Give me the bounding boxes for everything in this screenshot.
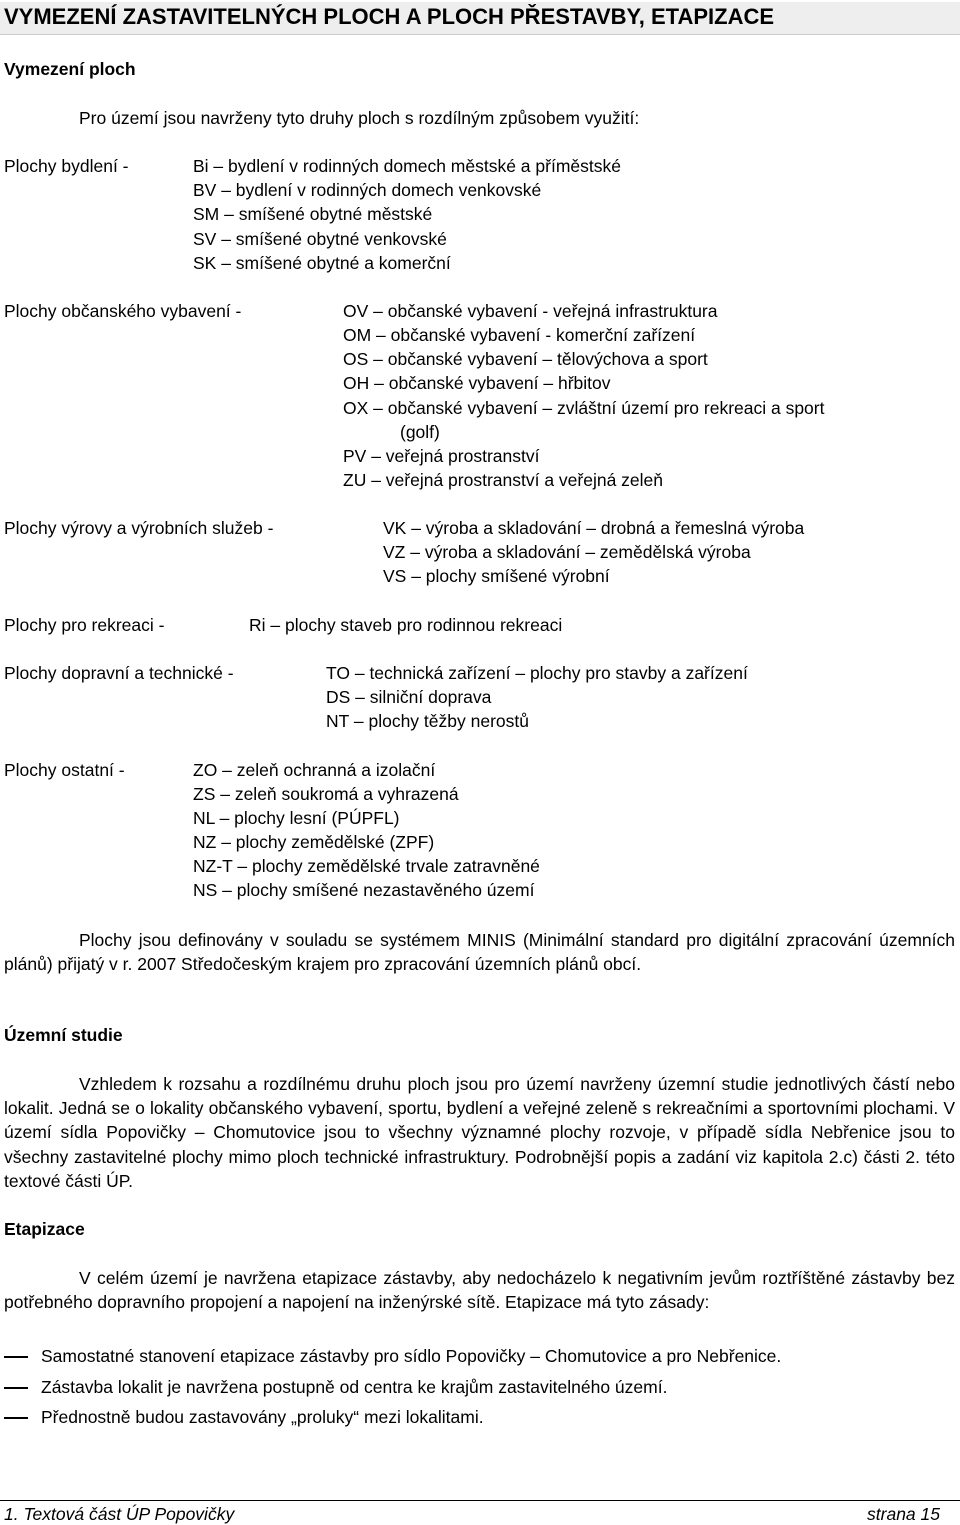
list-item: SK – smíšené obytné a komerční xyxy=(193,253,451,273)
group-label-vyroba: Plochy výrovy a výrobních služeb - xyxy=(4,518,274,538)
bullet-item: Zástavba lokalit je navržena postupně od centra ke krajům zastavitelného území. xyxy=(41,1377,668,1397)
list-item: ZO – zeleň ochranná a izolační xyxy=(193,760,436,780)
list-item: NZ – plochy zemědělské (ZPF) xyxy=(193,832,435,852)
section-title-vymezeni: Vymezení ploch xyxy=(4,59,136,79)
footer-page-number: strana 15 xyxy=(867,1504,940,1524)
group-label-ostatni: Plochy ostatní - xyxy=(4,760,125,780)
bullet-dash xyxy=(4,1356,28,1358)
list-item: OM – občanské vybavení - komerční zařízení xyxy=(343,325,696,345)
bullet-dash xyxy=(4,1387,28,1389)
list-item: VS – plochy smíšené výrobní xyxy=(383,566,610,586)
list-item: ZU – veřejná prostranství a veřejná zeleň xyxy=(343,470,664,490)
bullet-item: Samostatné stanovení etapizace zástavby pro sídlo Popovičky – Chomutovice a pro Nebřenice. xyxy=(41,1346,782,1366)
list-item: OV – občanské vybavení - veřejná infrastruktura xyxy=(343,301,718,321)
list-item: OX – občanské vybavení – zvláštní území pro rekreaci a sport xyxy=(343,398,825,418)
uzemni-studie-paragraph: Vzhledem k rozsahu a rozdílnému druhu ploch jsou pro území navrženy územní studie jednotlivých částí nebo lokalit. Jedná se o lokality občanského vybavení, sportu, bydlení a veřejné zeleně s rekreačními a sportovními plochami. V území sídla Popovičky – Chomutovice jsou to všechny významné plochy rozvoje, v případě sídla Nebřenice jsou to všechny zastavitelné plochy mimo ploch technické infrastruktury. Podrobnější popis a zadání viz kapitola 2.c) části 2. této textové části ÚP. xyxy=(4,1074,955,1191)
intro-text: Pro území jsou navrženy tyto druhy ploch s rozdílným způsobem využití: xyxy=(79,108,640,128)
list-item: SV – smíšené obytné venkovské xyxy=(193,229,447,249)
group-label-dopravni: Plochy dopravní a technické - xyxy=(4,663,234,683)
minis-paragraph: Plochy jsou definovány v souladu se systémem MINIS (Minimální standard pro digitální zpracování územních plánů) přijatý v r. 2007 Středočeským krajem pro zpracování územních plánů obcí. xyxy=(4,930,955,975)
section-title-etapizace: Etapizace xyxy=(4,1219,85,1239)
list-item: BV – bydlení v rodinných domech venkovské xyxy=(193,180,542,200)
footer-rule xyxy=(0,1500,960,1501)
list-item: NL – plochy lesní (PÚPFL) xyxy=(193,808,400,828)
footer-left: 1. Textová část ÚP Popovičky xyxy=(4,1504,235,1524)
list-item: ZS – zeleň soukromá a vyhrazená xyxy=(193,784,459,804)
section-title-uzemni-studie: Územní studie xyxy=(4,1025,123,1045)
list-item: DS – silniční doprava xyxy=(326,687,492,707)
etapizace-paragraph: V celém území je navržena etapizace zástavby, aby nedocházelo k negativním jevům roztříštěné zástavby bez potřebného dopravního propojení a napojení na inženýrské sítě. Etapizace má tyto zásady: xyxy=(4,1268,955,1313)
list-item: NZ-T – plochy zemědělské trvale zatravněné xyxy=(193,856,540,876)
list-item-continuation: (golf) xyxy=(400,422,440,442)
group-label-obcanske: Plochy občanského vybavení - xyxy=(4,301,242,321)
group-label-bydleni: Plochy bydlení - xyxy=(4,156,129,176)
bullet-item: Přednostně budou zastavovány „proluky“ mezi lokalitami. xyxy=(41,1407,484,1427)
list-item: SM – smíšené obytné městské xyxy=(193,204,433,224)
list-item: NS – plochy smíšené nezastavěného území xyxy=(193,880,535,900)
list-item: VZ – výroba a skladování – zemědělská výroba xyxy=(383,542,751,562)
list-item: VK – výroba a skladování – drobná a řemeslná výroba xyxy=(383,518,805,538)
list-item: OS – občanské vybavení – tělovýchova a sport xyxy=(343,349,708,369)
list-item: Ri – plochy staveb pro rodinnou rekreaci xyxy=(249,615,563,635)
list-item: Bi – bydlení v rodinných domech městské a příměstské xyxy=(193,156,621,176)
page-heading: VYMEZENÍ ZASTAVITELNÝCH PLOCH A PLOCH PŘESTAVBY, ETAPIZACE xyxy=(4,4,775,29)
group-label-rekreace: Plochy pro rekreaci - xyxy=(4,615,165,635)
list-item: PV – veřejná prostranství xyxy=(343,446,540,466)
list-item: NT – plochy těžby nerostů xyxy=(326,711,529,731)
bullet-dash xyxy=(4,1417,28,1419)
list-item: OH – občanské vybavení – hřbitov xyxy=(343,373,611,393)
list-item: TO – technická zařízení – plochy pro stavby a zařízení xyxy=(326,663,748,683)
